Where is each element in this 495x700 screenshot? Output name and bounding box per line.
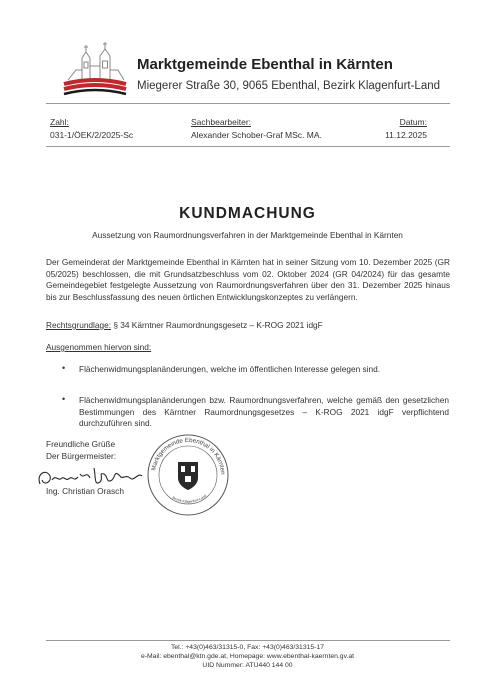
seal-bottom-text: Bezirk Klagenfurt-Land — [171, 493, 208, 504]
footer-divider — [46, 640, 450, 641]
greeting: Freundliche Grüße — [46, 439, 116, 449]
footer-uid: UID Nummer: ATU440 144 00 — [202, 662, 293, 669]
organization-name: Marktgemeinde Ebenthal in Kärnten — [137, 56, 393, 73]
signatory-name: Ing. Christian Orasch — [46, 486, 124, 496]
legal-basis-label: Rechtsgrundlage: — [46, 320, 112, 330]
datum-label: Datum: — [399, 117, 427, 127]
datum-value: 11.12.2025 — [385, 130, 427, 140]
organization-address: Miegerer Straße 30, 9065 Ebenthal, Bezirk Klagenfurt-Land — [137, 80, 441, 92]
legal-basis — [46, 320, 323, 330]
sachbearbeiter-value: Alexander Schober-Graf MSc. MA. — [191, 130, 322, 140]
exception-item: Flächenwidmungsplanänderungen, welche im öffentlichen Interesse gelegen sind. — [79, 364, 381, 374]
bullet-dot: • — [62, 363, 66, 373]
municipality-logo — [60, 40, 130, 96]
footer-contact: e-Mail: ebenthal@ktn.gde.at, Homepage: www.ebenthal-kaernten.gv.at — [140, 653, 355, 660]
exceptions-heading: Ausgenommen hiervon sind: — [46, 342, 152, 352]
zahl-label: Zahl: — [50, 117, 69, 127]
exception-item: Flächenwidmungsplanänderungen bzw. Raumordnungsverfahren, welche gemäß den gesetzlichen Bestimmungen des Kärntner Raumordnungsgesetzes – K-ROG 2021 idgF verpflichtend durchzuführen sind. — [79, 395, 449, 428]
header-divider — [46, 103, 450, 104]
zahl-value: 031-1/ÖEK/2/2025-Sc — [50, 130, 134, 140]
bullet-dot: • — [62, 394, 66, 404]
document-title: KUNDMACHUNG — [179, 205, 316, 222]
legal-basis-value: § 34 Kärntner Raumordnungsgesetz – K-ROG 2021 idgF — [111, 320, 323, 330]
sachbearbeiter-label: Sachbearbeiter: — [191, 117, 252, 127]
official-seal — [145, 432, 231, 518]
meta-divider — [46, 146, 450, 147]
document-subtitle: Aussetzung von Raumordnungsverfahren in der Marktgemeinde Ebenthal in Kärnten — [92, 230, 403, 240]
seal-text: Marktgemeinde Ebenthal in Kärnten — [150, 436, 227, 475]
signatory-role: Der Bürgermeister: — [46, 451, 117, 461]
svg-text:Bezirk Klagenfurt-Land — [172, 494, 208, 504]
footer-phone: Tel.: +43(0)463/31315-0, Fax: +43(0)463/31315-17 — [170, 644, 325, 651]
body-paragraph: Der Gemeinderat der Marktgemeinde Ebenthal in Kärnten hat in seiner Sitzung vom 10. Dezember 2025 (GR 05/2025) beschlossen, die mit Grundsatzbeschluss vom 02. Oktober 2024 (GR 04/2024) für das gesamte Gemeindegebiet festgelegte Aussetzung von Raumordnungsverfahren über den 31. Dezember 2025 hinaus bis zur Beschlussfassung des neuen örtlichen Entwicklungskonzeptes zu verlängern. — [46, 257, 450, 302]
